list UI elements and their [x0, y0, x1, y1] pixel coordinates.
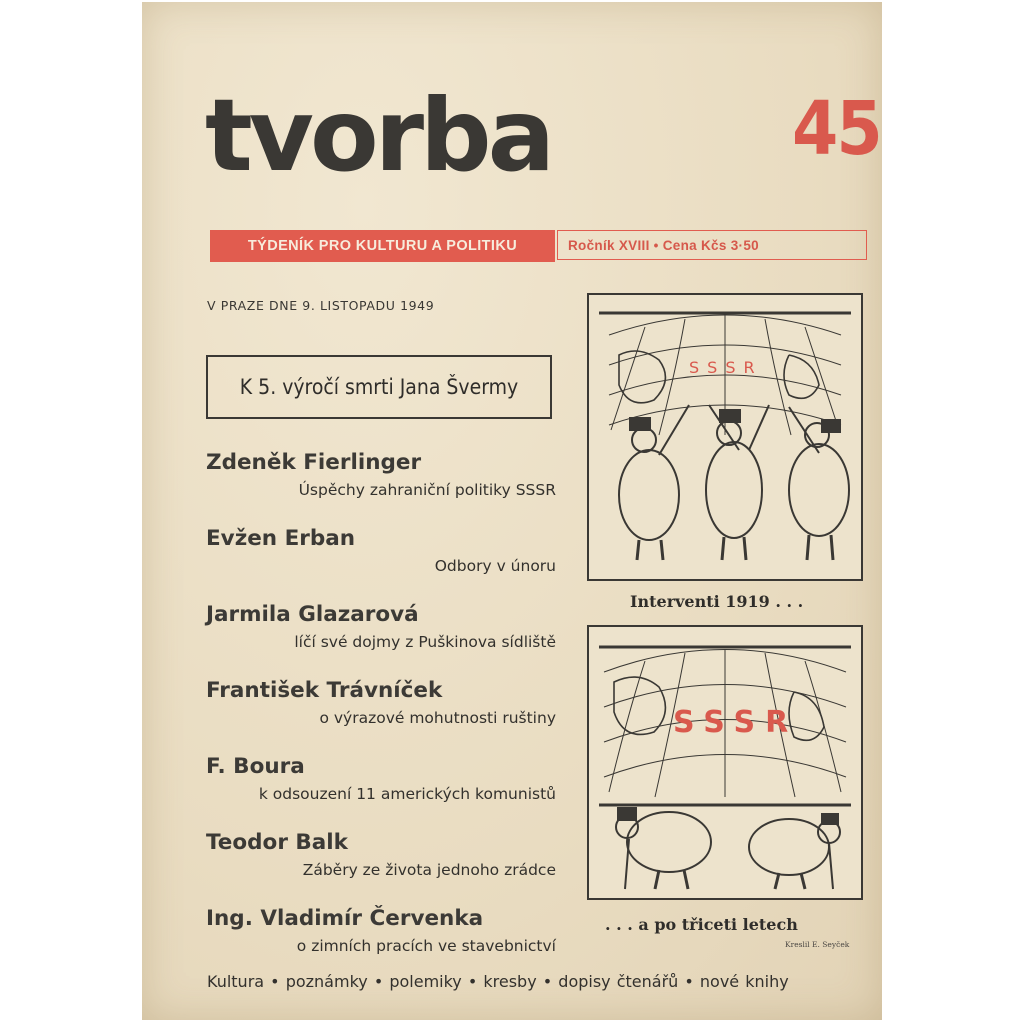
- masthead-title: tvorba: [205, 77, 552, 194]
- illustration-credit: Kreslil E. Seyček: [785, 940, 850, 949]
- table-of-contents: [206, 449, 556, 981]
- contents-entry: [206, 525, 556, 601]
- contents-entry: [206, 829, 556, 905]
- entry-topic: líčí své dojmy z Puškinova sídliště: [294, 633, 556, 651]
- entry-author: František Trávníček: [206, 678, 443, 703]
- contents-entry: [206, 601, 556, 677]
- issue-number: 45: [792, 86, 881, 172]
- cartoon-2-map-label: SSSR: [673, 705, 799, 740]
- contents-entry: [206, 905, 556, 981]
- cartoon-thirty-years-later: [587, 625, 863, 900]
- featured-article-box: K 5. výročí smrti Jana Švermy: [206, 355, 552, 419]
- entry-author: Ing. Vladimír Červenka: [206, 906, 484, 931]
- cartoon-2-illustration: [589, 627, 861, 898]
- entry-topic: k odsouzení 11 amerických komunistů: [258, 785, 556, 803]
- cartoon-1-caption: Interventi 1919 . . .: [630, 592, 804, 611]
- contents-entry: [206, 753, 556, 829]
- footer-sections: Kultura • poznámky • polemiky • kresby • dopisy čtenářů • nové knihy: [207, 972, 789, 991]
- volume-price-box: Ročník XVIII • Cena Kčs 3·50: [557, 230, 867, 260]
- entry-topic: o výrazové mohutnosti ruštiny: [319, 709, 556, 727]
- cartoon-2-caption: . . . a po třiceti letech: [605, 915, 798, 934]
- contents-entry: [206, 449, 556, 525]
- dateline: V PRAZE DNE 9. LISTOPADU 1949: [207, 298, 435, 313]
- entry-topic: Úspěchy zahraniční politiky SSSR: [298, 481, 556, 499]
- entry-author: F. Boura: [206, 754, 305, 779]
- tagline-banner: TÝDENÍK PRO KULTURU A POLITIKU: [210, 230, 555, 262]
- entry-topic: Odbory v únoru: [434, 557, 556, 575]
- entry-topic: o zimních pracích ve stavebnictví: [296, 937, 556, 955]
- cartoon-1-map-label: SSSR: [689, 358, 763, 377]
- cartoon-interventionists-1919: [587, 293, 863, 581]
- entry-author: Teodor Balk: [206, 830, 348, 855]
- cartoon-1-illustration: [589, 295, 861, 579]
- entry-author: Evžen Erban: [206, 526, 356, 551]
- entry-author: Zdeněk Fierlinger: [206, 450, 422, 475]
- entry-author: Jarmila Glazarová: [206, 602, 419, 627]
- contents-entry: [206, 677, 556, 753]
- entry-topic: Záběry ze života jednoho zrádce: [302, 861, 556, 879]
